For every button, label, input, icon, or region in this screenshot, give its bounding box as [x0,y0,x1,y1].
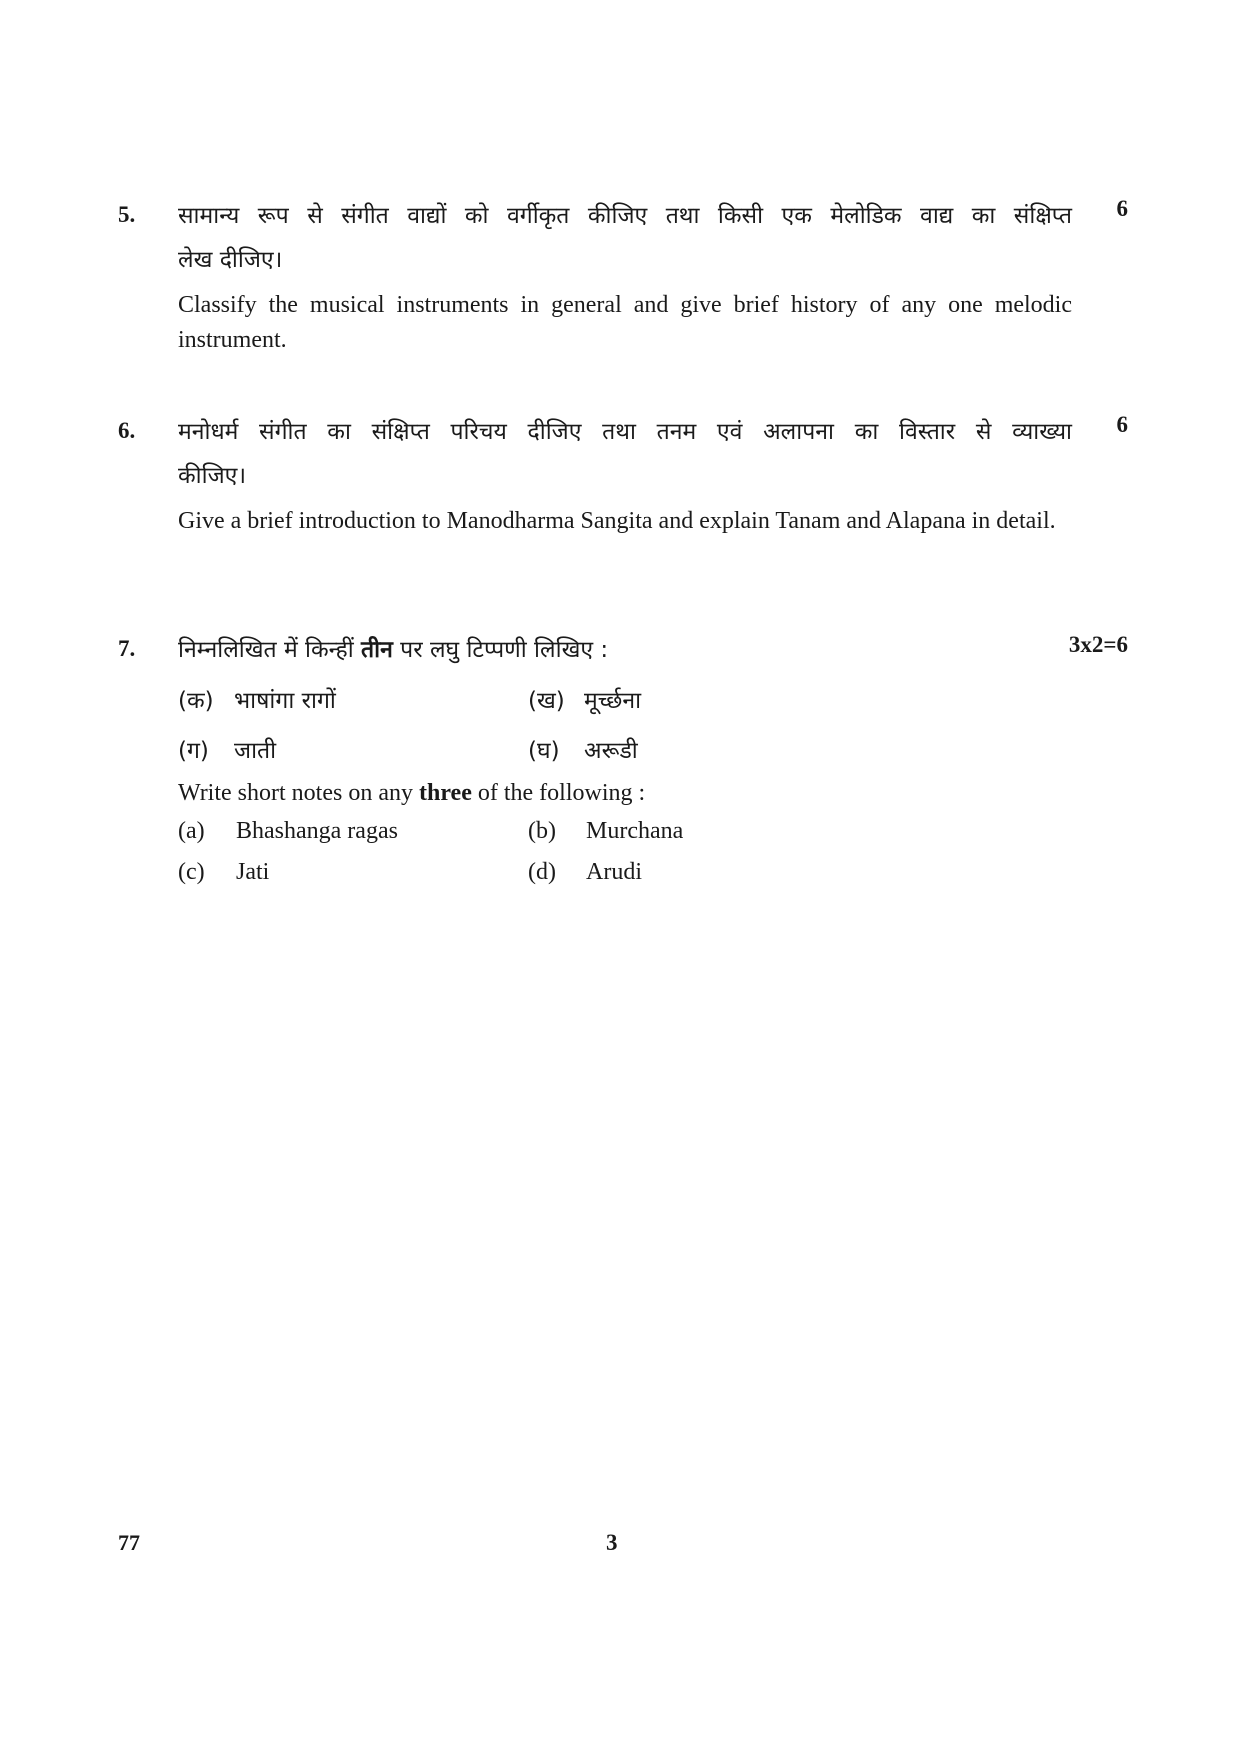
question-5 [118,196,1128,358]
hindi-instruction [178,630,1072,670]
paper-code: 77 [118,1530,140,1555]
option-row [178,674,878,724]
option-text: जाती [234,738,277,764]
option-label: (a) [178,818,205,844]
question-marks: 6 [1116,412,1128,437]
option-label: (b) [528,818,556,844]
hindi-instruction-suffix: पर लघु टिप्पणी लिखिए : [392,637,609,663]
option-d [528,859,878,886]
option-text: Murchana [586,818,684,844]
option-row [178,852,878,893]
english-instruction-suffix: of the following : [471,780,646,806]
option-label: (घ) [528,738,560,764]
option-text: अरूडी [584,738,638,764]
question-number: 5. [118,202,136,227]
page-number: 3 [606,1530,618,1555]
hindi-instruction-bold: तीन [361,637,393,663]
hindi-instruction-prefix: निम्नलिखित में किन्हीं [178,637,362,663]
hindi-text-line-1: सामान्य रूप से संगीत वाद्यों को वर्गीकृत कीजिए तथा किसी एक मेलोडिक वाद्य का संक्षिप्त [178,203,1072,229]
question-number: 7. [118,636,136,661]
option-label: (d) [528,859,556,885]
option-label: (ख) [528,688,565,714]
option-b [528,818,878,845]
option-text: भाषांगा रागों [234,688,336,714]
english-instruction-prefix: Write short notes on any [178,780,419,806]
option-label: (क) [178,688,214,714]
option-ga [178,733,528,765]
option-row [178,724,878,774]
option-text: Arudi [586,859,642,885]
option-gha [528,733,878,765]
hindi-text-line-2: कीजिए। [178,463,247,489]
question-marks: 6 [1116,196,1128,221]
english-instruction-bold: three [418,780,472,806]
english-text: Give a brief introduction to Manodharma Sangita and explain Tanam and Alapana in detail. [178,508,1056,534]
option-kha [528,683,878,715]
option-text: मूर्च्छना [584,688,642,714]
option-row [178,811,878,852]
hindi-text-line-1: मनोधर्म संगीत का संक्षिप्त परिचय दीजिए तथा तनम एवं अलापना का विस्तार से व्याख्या [178,419,1072,445]
question-7 [118,630,1128,893]
english-options [178,811,878,893]
option-a [178,818,528,845]
english-text: Classify the musical instruments in general and give brief history of any one melodic instrument. [178,292,1072,353]
option-c [178,859,528,886]
english-instruction [178,776,1072,811]
question-6 [118,412,1128,539]
option-label: (c) [178,859,205,885]
hindi-options [178,674,878,774]
option-ka [178,683,528,715]
option-text: Jati [236,859,270,885]
question-number: 6. [118,418,136,443]
option-label: (ग) [178,738,209,764]
option-text: Bhashanga ragas [236,818,398,844]
hindi-text-line-2: लेख दीजिए। [178,247,283,273]
question-marks: 3x2=6 [1068,632,1128,657]
